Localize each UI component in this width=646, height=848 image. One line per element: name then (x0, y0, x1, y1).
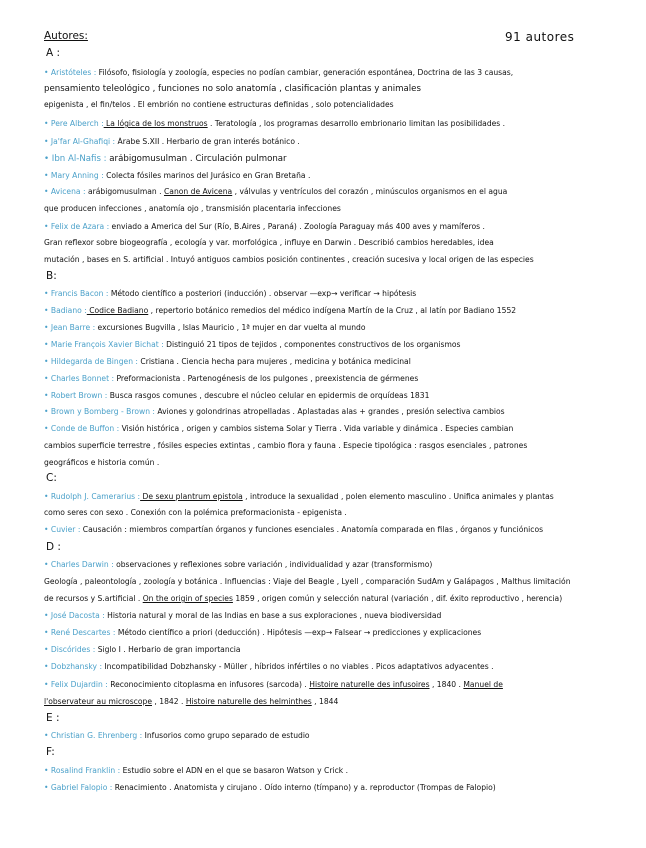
author-name: • Charles Darwin : (44, 560, 114, 569)
entry-aristoteles (44, 68, 614, 78)
author-name: • Cuvier : (44, 525, 81, 534)
entry-text: , introduce la sexualidad , polen elemento masculino . Unifica animales y plantas (242, 492, 554, 501)
book-title: La lógica de los monstruos (103, 119, 208, 128)
entry-text: Reconocimiento citoplasma en infusores (sarcoda) . (107, 680, 310, 689)
author-name: • Ibn Al-Nafis : (44, 154, 107, 164)
entry-azara (44, 222, 614, 232)
entry-text: arábigomusulman . (85, 187, 164, 196)
entry-text: Método científico a posteriori (inducción) . observar —exp→ verificar → hipótesis (108, 289, 417, 298)
entry-brown (44, 391, 614, 401)
author-name: • Felix Dujardin : (44, 680, 108, 689)
entry-bichat (44, 340, 614, 350)
section-c: C: (46, 472, 57, 484)
section-b: B: (46, 270, 57, 282)
book-title: On the origin of species (142, 594, 233, 603)
author-name: • Marie François Xavier Bichat : (44, 340, 164, 349)
book-title: Histoire naturelle des infusoires (309, 680, 430, 689)
entry-text: Estudio sobre el ADN en el que se basaron Watson y Crick . (120, 766, 348, 775)
entry-text: cambios superficie terrestre , fósiles especies extintas , cambio flora y fauna . Especie tipológica : rasgos esenciales , patrones (44, 441, 528, 450)
entry-bacon (44, 289, 614, 299)
author-name: • Gabriel Falopio : (44, 783, 113, 792)
entry-discorides (44, 645, 614, 655)
book-title: Manuel de (463, 680, 503, 689)
entry-aristoteles-2 (44, 84, 614, 94)
entry-text: Filósofo, fisiología y zoología, especies no podían cambiar, generación espontánea, Doctrina de las 3 causas, (96, 68, 514, 77)
author-name: • Ja'far Al-Ghafiqi : (44, 137, 116, 146)
entry-text: enviado a America del Sur (Río, B.Aires , Paraná) . Zoología Paraguay más 400 aves y mamíferos . (109, 222, 485, 231)
book-title: De sexu plantrum epistola (140, 492, 243, 501)
section-d: D : (46, 541, 61, 553)
entry-falopio (44, 783, 614, 793)
entry-text: . Teratología , los programas desarrollo embrionario limitan las posibilidades . (207, 119, 506, 128)
author-name: • Robert Brown : (44, 391, 108, 400)
author-count: 91 autores (505, 30, 575, 44)
header-title: Autores: (44, 30, 88, 42)
entry-buffon-3 (44, 458, 614, 468)
author-name: • Jean Barre : (44, 323, 96, 332)
entry-dobzhansky (44, 662, 614, 672)
author-name: • René Descartes : (44, 628, 116, 637)
entry-darwin-3 (44, 594, 614, 604)
entry-text: Renacimiento . Anatomista y cirujano . Oído interno (tímpano) y a. reproductor (Trompas de Falopio) (112, 783, 496, 792)
entry-text: , 1840 . (429, 680, 464, 689)
entry-text: Método científico a priori (deducción) . Hipótesis —exp→ Falsear → predicciones y explicaciones (115, 628, 482, 637)
entry-darwin (44, 560, 614, 570)
entry-dujardin-2 (44, 697, 614, 707)
entry-darwin-2 (44, 577, 614, 587)
entry-ghafiqi (44, 137, 614, 147)
entry-text: 1859 , origen común y selección natural (variación , dif. éxito reproductivo , herencia) (232, 594, 563, 603)
entry-text: excursiones Bugvilla , Islas Mauricio , 1ª mujer en dar vuelta al mundo (95, 323, 366, 332)
entry-dacosta (44, 611, 614, 621)
author-name: • Charles Bonnet : (44, 374, 115, 383)
entry-text: Colecta fósiles marinos del Jurásico en Gran Bretaña . (103, 171, 311, 180)
book-title: Histoire naturelle des helminthes (185, 697, 312, 706)
entry-text: pensamiento teleológico , funciones no solo anatomía , clasificación plantas y animales (44, 84, 421, 94)
entry-nafis (44, 154, 614, 164)
entry-text: geográficos e historia común . (44, 458, 160, 467)
entry-avicena (44, 187, 614, 197)
entry-text: , válvulas y ventrículos del corazón , minúsculos organismos en el agua (232, 187, 508, 196)
entry-text: de recursos y S.artificial . (44, 594, 143, 603)
entry-text: , repertorio botánico remedios del médico indígena Martín de la Cruz , al latín por Badiano 1552 (148, 306, 517, 315)
entry-barre (44, 323, 614, 333)
author-name: • Discórides : (44, 645, 96, 654)
entry-azara-2 (44, 238, 614, 248)
entry-buffon-2 (44, 441, 614, 451)
author-name: • Francis Bacon : (44, 289, 109, 298)
author-name: • Badiano : (44, 306, 87, 315)
entry-descartes (44, 628, 614, 638)
entry-text: observaciones y reflexiones sobre variación , individualidad y azar (transformismo) (113, 560, 433, 569)
entry-text: como seres con sexo . Conexión con la polémica preformacionista - epigenista . (44, 508, 347, 517)
section-a: A : (46, 47, 61, 59)
author-name: • José Dacosta : (44, 611, 105, 620)
author-name: • Pere Alberch : (44, 119, 104, 128)
author-name: • Hildegarda de Bingen : (44, 357, 138, 366)
author-name: • Aristóteles : (44, 68, 97, 77)
entry-text: epigenista , el fin/telos . El embrión no contiene estructuras definidas , solo potencialidades (44, 100, 394, 109)
entry-text: arábigomusulman . Circulación pulmonar (106, 154, 287, 164)
entry-buffon (44, 424, 614, 434)
entry-text: Infusorios como grupo separado de estudio (142, 731, 310, 740)
entry-text: mutación , bases en S. artificial . Intuyó antiguos cambios posición continentes , creación sucesiva y local origen de las especies (44, 255, 534, 264)
entry-azara-3 (44, 255, 614, 265)
book-title: l'observateur au microscope (44, 697, 152, 706)
entry-dujardin (44, 680, 614, 690)
entry-badiano (44, 306, 614, 316)
entry-text: Distinguió 21 tipos de tejidos , componentes constructivos de los organismos (163, 340, 461, 349)
author-name: • Rosalind Franklin : (44, 766, 121, 775)
entry-text: Geología , paleontología , zoología y botánica . Influencias : Viaje del Beagle , Lyell , comparación SudAm y Galápagos , Malthus limitación (44, 577, 571, 586)
book-title: Codice Badiano (86, 306, 149, 315)
entry-franklin (44, 766, 614, 776)
entry-text: que producen infecciones , anatomía ojo , transmisión placentaria infecciones (44, 204, 341, 213)
entry-ehrenberg (44, 731, 614, 741)
author-name: • Felix de Azara : (44, 222, 110, 231)
entry-anning (44, 171, 614, 181)
entry-text: Busca rasgos comunes , descubre el núcleo celular en epidermis de orquídeas 1831 (107, 391, 430, 400)
entry-text: Cristiana . Ciencia hecha para mujeres , medicina y botánica medicinal (137, 357, 411, 366)
section-e: E : (46, 712, 60, 724)
author-name: • Christian G. Ehrenberg : (44, 731, 143, 740)
entry-text: Gran reflexor sobre biogeografía , ecología y var. morfológica , influye en Darwin . Describió cambios heredables, idea (44, 238, 494, 247)
entry-text: Causación : miembros compartían órganos y funciones esenciales . Anatomía comparada en filas , órganos y funciónicos (80, 525, 544, 534)
entry-text: Aviones y golondrinas atropelladas . Aplastadas alas + grandes , presión selectiva cambios (154, 407, 505, 416)
entry-bomberg (44, 407, 614, 417)
book-title: Canon de Avicena (163, 187, 233, 196)
entry-text: , 1842 . (152, 697, 186, 706)
author-name: • Conde de Buffon : (44, 424, 120, 433)
entry-alberch (44, 119, 614, 129)
entry-avicena-2 (44, 204, 614, 214)
entry-aristoteles-3 (44, 100, 614, 110)
entry-text: Preformacionista . Partenogénesis de los pulgones , preexistencia de gérmenes (114, 374, 419, 383)
entry-bingen (44, 357, 614, 367)
entry-text: Siglo I . Herbario de gran importancia (95, 645, 241, 654)
author-name: • Rudolph J. Camerarius : (44, 492, 141, 501)
entry-bonnet (44, 374, 614, 384)
author-name: • Avicena : (44, 187, 86, 196)
entry-text: Visión histórica , origen y cambios sistema Solar y Tierra . Vida variable y dinámica . Especies cambian (119, 424, 514, 433)
entry-camerarius-2 (44, 508, 614, 518)
author-name: • Mary Anning : (44, 171, 104, 180)
entry-text: Árabe S.XII . Herbario de gran interés botánico . (115, 137, 300, 146)
entry-text: Historia natural y moral de las Indias en base a sus exploraciones , nueva biodiversidad (104, 611, 442, 620)
entry-text: Incompatibilidad Dobzhansky - Müller , híbridos infértiles o no viables . Picos adaptativos adyacentes . (102, 662, 494, 671)
author-name: • Dobzhansky : (44, 662, 103, 671)
entry-cuvier (44, 525, 614, 535)
author-name: • Brown y Bomberg - Brown : (44, 407, 155, 416)
entry-camerarius (44, 492, 614, 502)
section-f: F: (46, 746, 55, 758)
entry-text: , 1844 (311, 697, 339, 706)
